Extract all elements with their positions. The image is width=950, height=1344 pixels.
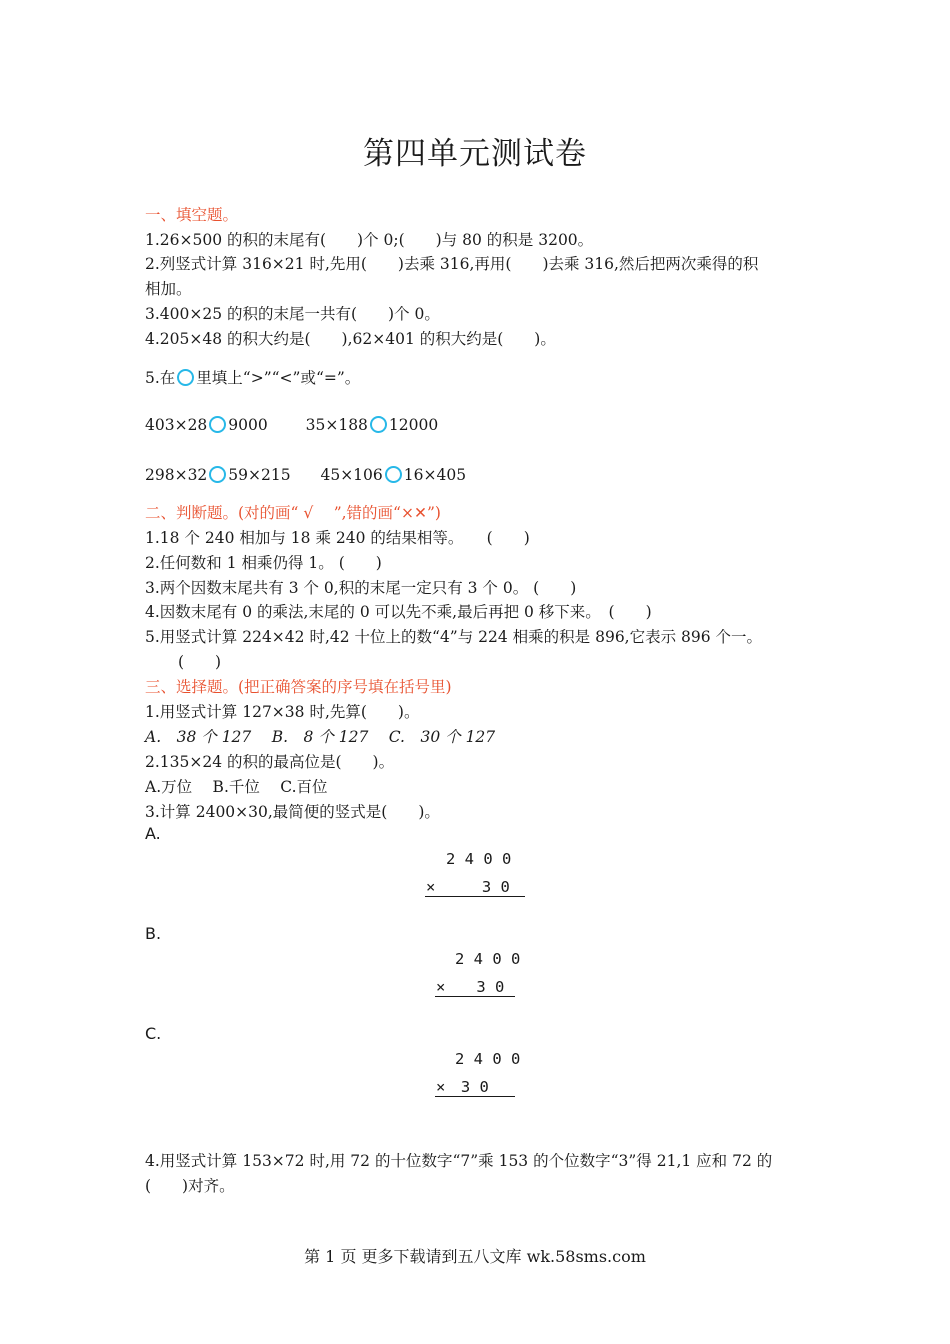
question-2-5-paren: ( ) [178, 653, 222, 671]
option-c-label: C. [145, 1024, 162, 1043]
circle-blank-icon [385, 466, 402, 483]
question-3-3: 3.计算 2400×30,最简便的竖式是( )。 [145, 803, 440, 821]
question-3-4-line2: ( )对齐。 [145, 1177, 235, 1195]
circle-blank-icon [370, 416, 387, 433]
question-2-1: 1.18 个 240 相加与 18 乘 240 的结果相等。 ( ) [145, 529, 530, 547]
section-heading-fill-blank: 一、填空题。 [145, 206, 239, 224]
compare-right: 16×405 [403, 466, 467, 484]
compare-left: 45×106 [320, 466, 383, 484]
compare-left: 403×28 [145, 416, 208, 434]
question-1-4: 4.205×48 的积大约是( ),62×401 的积大约是( )。 [145, 330, 556, 348]
option-b-top-number: 2 4 0 0 [455, 950, 521, 968]
option-c-rule [435, 1096, 515, 1097]
option-a-top-number: 2 4 0 0 [446, 850, 512, 868]
section-heading-true-false: 二、判断题。(对的画“ √ ”,错的画“×✕”) [145, 504, 441, 522]
circle-blank-icon [177, 369, 194, 386]
page-title: 第四单元测试卷 [363, 136, 587, 172]
option-a-rule [425, 896, 525, 897]
compare-left: 298×32 [145, 466, 208, 484]
question-1-2-line2: 相加。 [145, 280, 192, 298]
option-a-bottom-number: × 3 0 [426, 878, 510, 896]
question-3-1-options: A. 38 个 127 B. 8 个 127 C. 30 个 127 [145, 728, 496, 746]
question-2-3: 3.两个因数末尾共有 3 个 0,积的末尾一定只有 3 个 0。 ( ) [145, 579, 577, 597]
option-b-bottom-number: × 3 0 [436, 978, 505, 996]
compare-right: 9000 [228, 416, 268, 434]
question-1-3: 3.400×25 的积的末尾一共有( )个 0。 [145, 305, 440, 323]
question-3-1: 1.用竖式计算 127×38 时,先算( )。 [145, 703, 420, 721]
compare-left: 35×188 [305, 416, 368, 434]
page-footer: 第 1 页 更多下载请到五八文库 wk.58sms.com [304, 1247, 646, 1266]
circle-blank-icon [209, 466, 226, 483]
question-3-2-options: A.万位 B.千位 C.百位 [145, 778, 328, 796]
compare-right: 12000 [388, 416, 439, 434]
option-b-rule [435, 996, 515, 997]
option-b-label: B. [145, 924, 162, 943]
compare-right: 59×215 [228, 466, 291, 484]
option-a-label: A. [145, 824, 161, 843]
question-1-1: 1.26×500 的积的末尾有( )个 0;( )与 80 的积是 3200。 [145, 231, 594, 249]
question-1-2-line1: 2.列竖式计算 316×21 时,先用( )去乘 316,再用( )去乘 316,然后把两次乘得的积 [145, 255, 759, 273]
question-2-2: 2.任何数和 1 相乘仍得 1。 ( ) [145, 554, 382, 572]
option-c-bottom-number: × 3 0 [436, 1078, 489, 1096]
question-3-2: 2.135×24 的积的最高位是( )。 [145, 753, 395, 771]
compare-row-2 [145, 466, 466, 484]
question-2-4: 4.因数末尾有 0 的乘法,末尾的 0 可以先不乘,最后再把 0 移下来。 ( ) [145, 603, 652, 621]
circle-blank-icon [209, 416, 226, 433]
question-1-5-prefix: 5.在 [145, 369, 176, 387]
section-heading-multiple-choice: 三、选择题。(把正确答案的序号填在括号里) [145, 678, 452, 696]
option-c-top-number: 2 4 0 0 [455, 1050, 521, 1068]
question-3-4-line1: 4.用竖式计算 153×72 时,用 72 的十位数字“7”乘 153 的个位数字“3”得 21,1 应和 72 的 [145, 1152, 773, 1170]
question-2-5: 5.用竖式计算 224×42 时,42 十位上的数“4”与 224 相乘的积是 896,它表示 896 个一。 [145, 628, 763, 646]
question-1-5 [145, 366, 360, 388]
compare-row-1 [145, 416, 438, 434]
question-1-5-suffix: 里填上“>”“<”或“=”。 [196, 369, 361, 387]
